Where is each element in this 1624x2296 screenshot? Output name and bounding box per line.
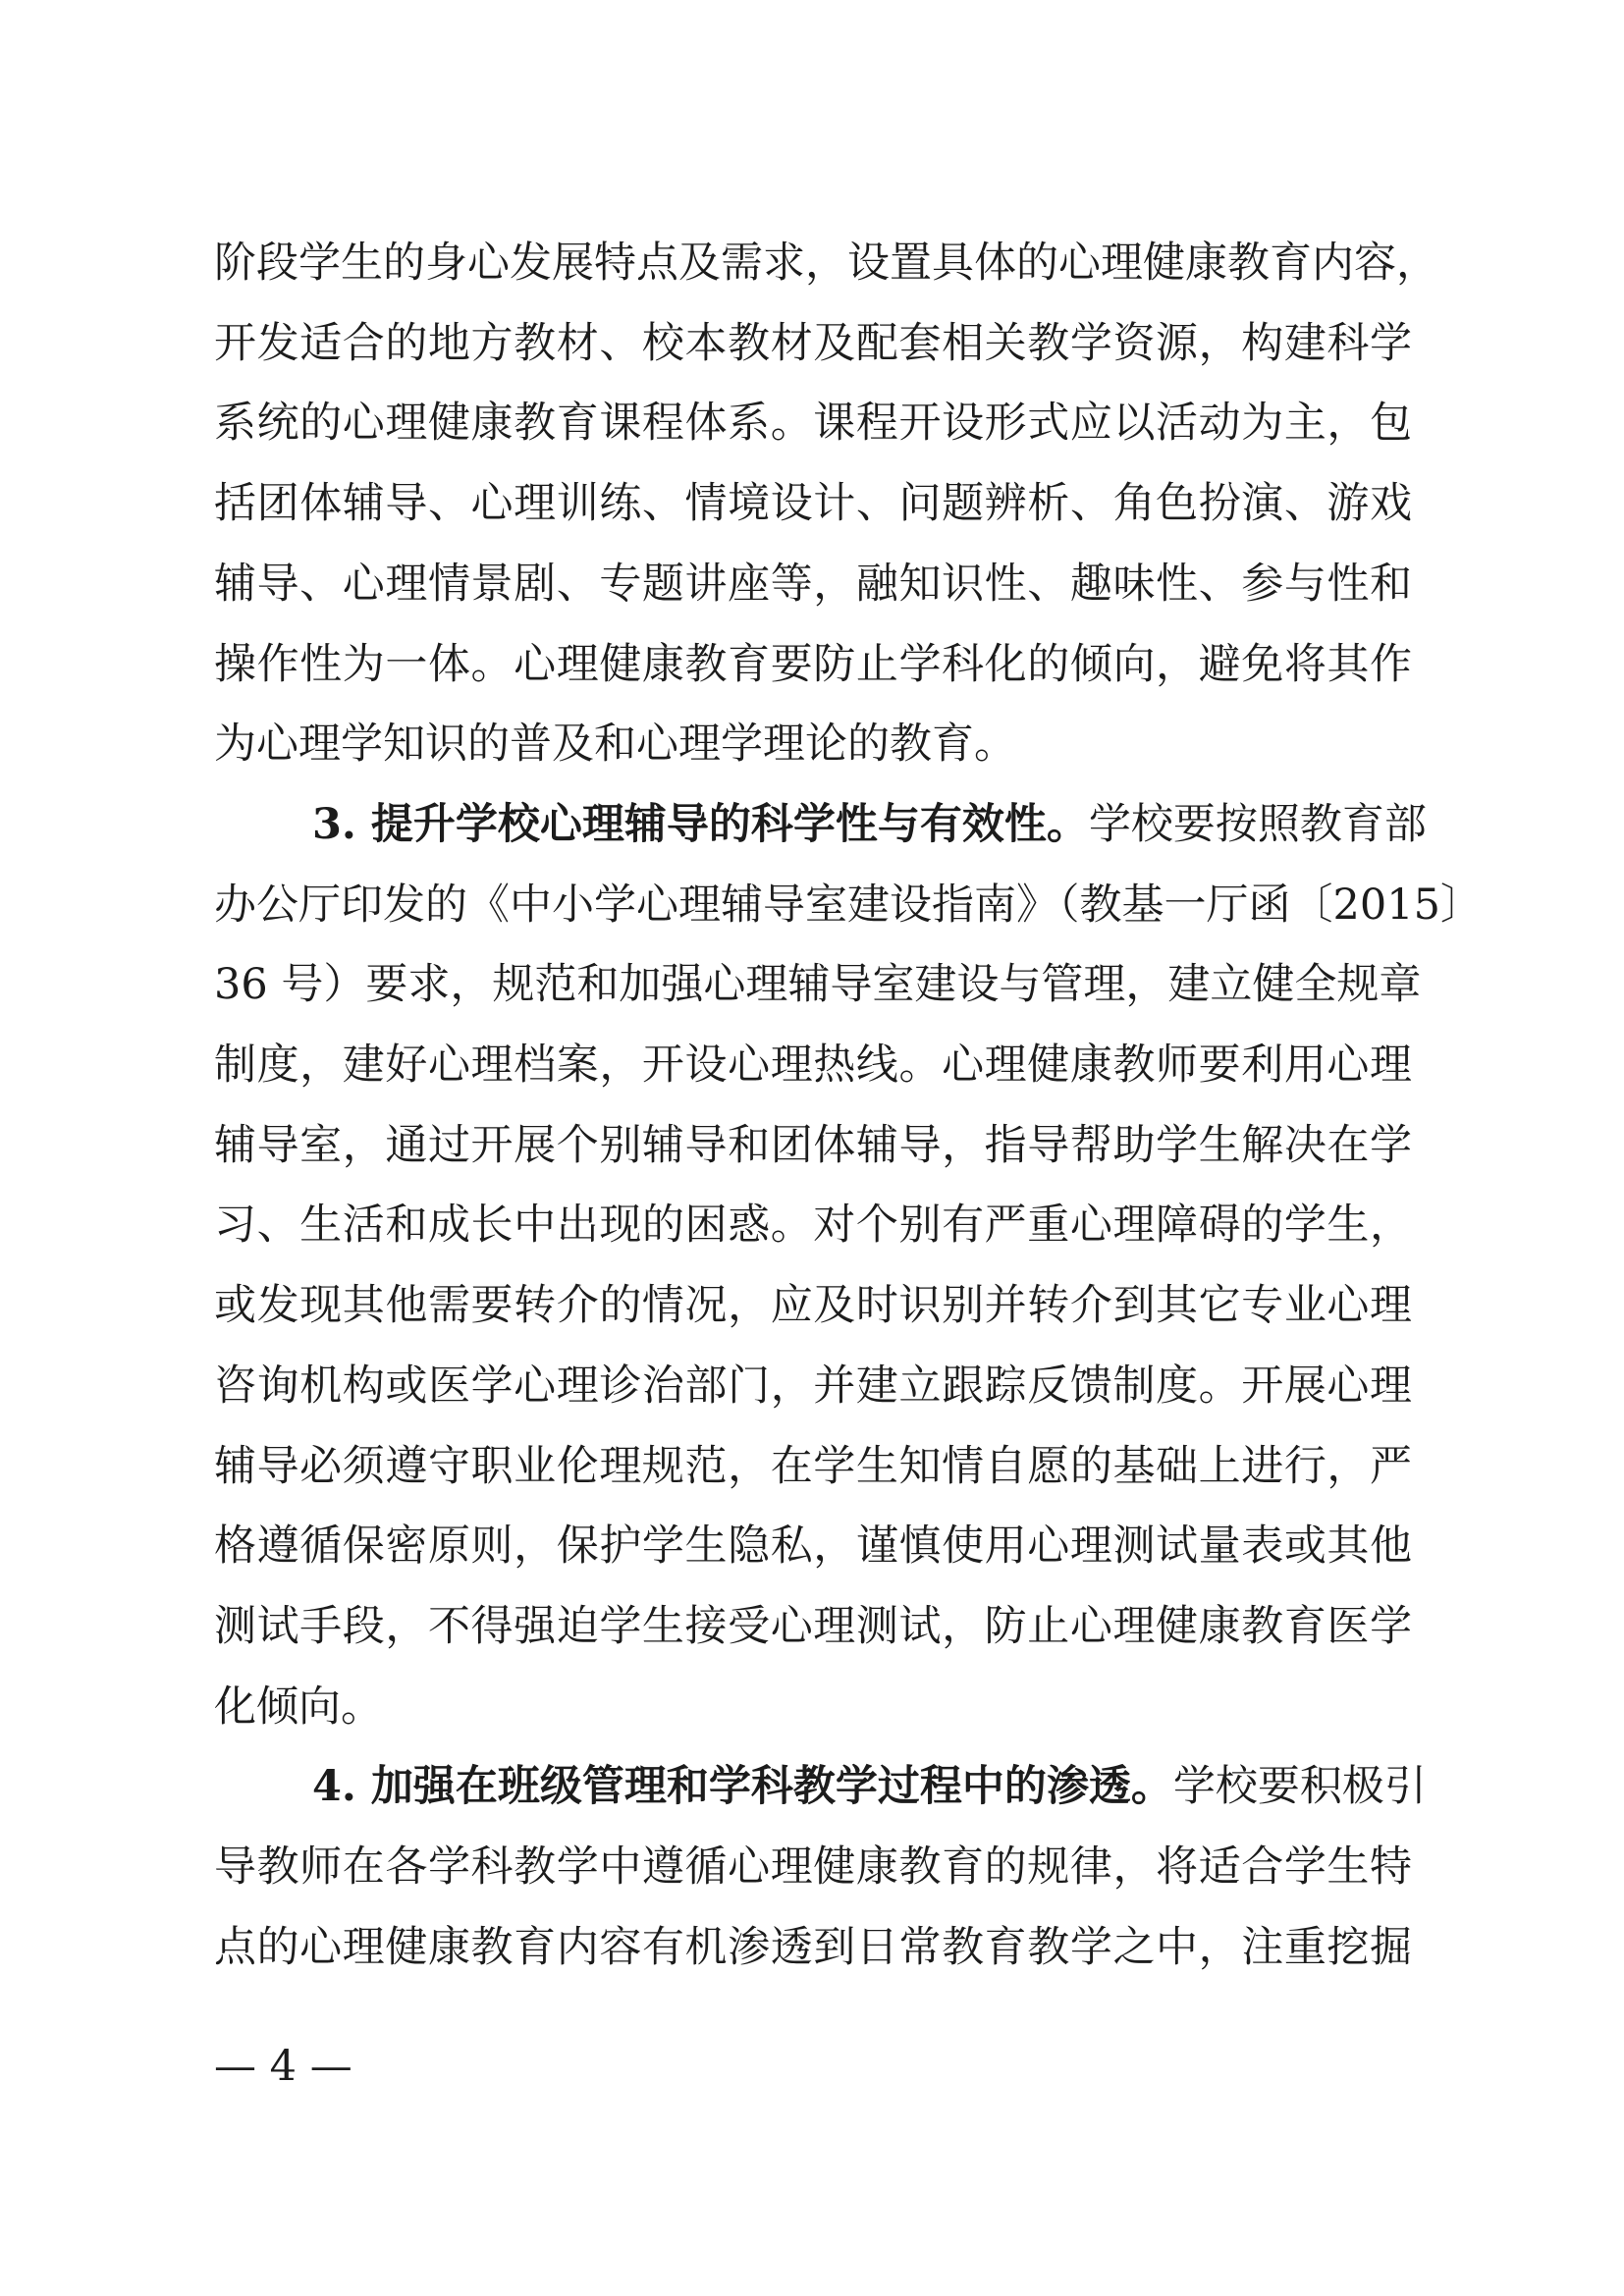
paragraph-line: 咨询机构或医学心理诊治部门，并建立跟踪反馈制度。开展心理: [214, 1362, 1412, 1411]
paragraph-line: 操作性为一体。心理健康教育要防止学科化的倾向，避免将其作: [214, 640, 1412, 689]
section-3-heading: 3. 提升学校心理辅导的科学性与有效性。: [312, 800, 1089, 849]
paragraph-line: 开发适合的地方教材、校本教材及配套相关教学资源，构建科学: [214, 319, 1412, 368]
paragraph-line: 为心理学知识的普及和心理学理论的教育。: [214, 720, 1016, 769]
paragraph-line: 阶段学生的身心发展特点及需求，设置具体的心理健康教育内容，: [214, 239, 1438, 288]
paragraph-line: 制度，建好心理档案，开设心理热线。心理健康教师要利用心理: [214, 1041, 1412, 1090]
paragraph-line: 办公厅印发的《中小学心理辅导室建设指南》（教基一厅函〔2015〕: [214, 881, 1483, 930]
page-number: — 4 —: [214, 2042, 352, 2091]
paragraph-line: 测试手段，不得强迫学生接受心理测试，防止心理健康教育医学: [214, 1602, 1412, 1651]
paragraph-line: 辅导必须遵守职业伦理规范，在学生知情自愿的基础上进行，严: [214, 1442, 1412, 1491]
paragraph-line: 习、生活和成长中出现的困惑。对个别有严重心理障碍的学生，: [214, 1201, 1412, 1250]
paragraph-line: 或发现其他需要转介的情况，应及时识别并转介到其它专业心理: [214, 1281, 1412, 1330]
paragraph-line: 系统的心理健康教育课程体系。课程开设形式应以活动为主，包: [214, 399, 1412, 448]
section-4-heading: 4. 加强在班级管理和学科教学过程中的渗透。: [312, 1762, 1173, 1811]
paragraph-line: 格遵循保密原则，保护学生隐私，谨慎使用心理测试量表或其他: [214, 1522, 1412, 1571]
section-4-first-line-text: 学校要积极引: [1172, 1762, 1427, 1811]
paragraph-line: 36 号）要求，规范和加强心理辅导室建设与管理，建立健全规章: [214, 960, 1422, 1009]
section-3-first-line: [312, 795, 1427, 854]
paragraph-line: 导教师在各学科教学中遵循心理健康教育的规律，将适合学生特: [214, 1842, 1412, 1892]
section-4-first-line: [312, 1757, 1427, 1816]
paragraph-line: 辅导、心理情景剧、专题讲座等，融知识性、趣味性、参与性和: [214, 560, 1412, 609]
paragraph-line: 化倾向。: [214, 1682, 383, 1732]
paragraph-line: 点的心理健康教育内容有机渗透到日常教育教学之中，注重挖掘: [214, 1923, 1412, 1972]
paragraph-line: 辅导室，通过开展个别辅导和团体辅导，指导帮助学生解决在学: [214, 1121, 1412, 1170]
section-3-first-line-text: 学校要按照教育部: [1088, 800, 1427, 849]
paragraph-line: 括团体辅导、心理训练、情境设计、问题辨析、角色扮演、游戏: [214, 479, 1412, 528]
